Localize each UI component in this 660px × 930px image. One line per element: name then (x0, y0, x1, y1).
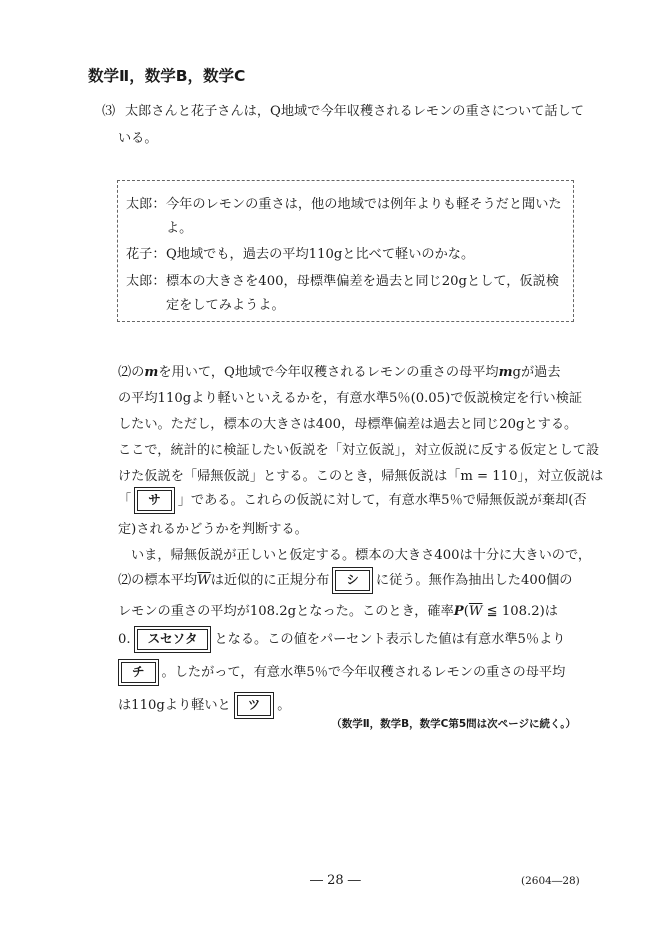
body-line: ここで，統計的に検証したい仮説を「対立仮説」，対立仮説に反する仮定として設 (118, 443, 600, 458)
dialogue-text: 定をしてみようよ。 (166, 298, 285, 313)
dialogue-text: よ。 (166, 221, 193, 236)
body-line: は110gより軽いと ツ 。 (118, 692, 290, 719)
answer-box-chi: チ (118, 659, 159, 686)
answer-box-shi: シ (332, 567, 373, 594)
answer-box-sa: サ (134, 487, 175, 514)
body-line: 0. スセソタ となる。この値をパーセント表示した値は有意水準5％より (118, 626, 565, 653)
continue-note: （数学Ⅱ，数学B，数学C第5問は次ページに続く。） (331, 718, 576, 730)
body-line: チ 。したがって，有意水準5％で今年収穫されるレモンの重さの母平均 (118, 659, 565, 686)
dialogue-text: 標本の大きさを400，母標準偏差を過去と同じ20gとして，仮説検 (166, 274, 560, 289)
answer-box-susesota: スセソタ (134, 626, 212, 653)
question-number: ⑶ (102, 104, 116, 119)
dialogue-text: Q地域でも，過去の平均110gと比べて軽いのかな。 (166, 247, 475, 262)
body-line: ⑵のmを用いて，Q地域で今年収穫されるレモンの重さの母平均mgが過去 (118, 365, 561, 380)
body-line: 「 サ 」である。これらの仮説に対して，有意水準5％で帰無仮説が棄却(否 (118, 487, 587, 514)
body-line: ⑵の標本平均$\overline{W}$は近似的に正規分布 シ に従う。無作為抽出した400個の (118, 567, 573, 594)
body-line: したい。ただし，標本の大きさは400，母標準偏差は過去と同じ20gとする。 (118, 417, 578, 432)
body-line: いま，帰無仮説が正しいと仮定する。標本の大きさ400は十分に大きいので， (131, 548, 592, 563)
page-code: (2604―28) (521, 875, 580, 887)
body-line: レモンの重さの平均が108.2gとなった。このとき，確率$P(\overline{W}$ ≦ 108.2)は (118, 604, 558, 619)
page-number: ― 28 ― (310, 873, 361, 888)
intro-line-1: 太郎さんと花子さんは，Q地域で今年収穫されるレモンの重さについて話して (125, 104, 584, 119)
page-header: 数学Ⅱ，数学B，数学C (88, 67, 246, 85)
dialogue-text: 今年のレモンの重さは，他の地域では例年よりも軽そうだと聞いた (166, 197, 562, 212)
intro-line-2: いる。 (118, 131, 158, 146)
answer-box-tsu: ツ (234, 692, 275, 719)
body-line: けた仮説を「帰無仮説」とする。このとき，帰無仮説は「m = 110」，対立仮説は (118, 469, 604, 484)
body-line: 定)されるかどうかを判断する。 (118, 522, 308, 537)
body-line: の平均110gより軽いといえるかを，有意水準5％(0.05)で仮説検定を行い検証 (118, 391, 583, 406)
dialogue-speaker: 太郎： (126, 197, 166, 212)
dialogue-speaker: 太郎： (126, 274, 166, 289)
dialogue-speaker: 花子： (126, 247, 166, 262)
